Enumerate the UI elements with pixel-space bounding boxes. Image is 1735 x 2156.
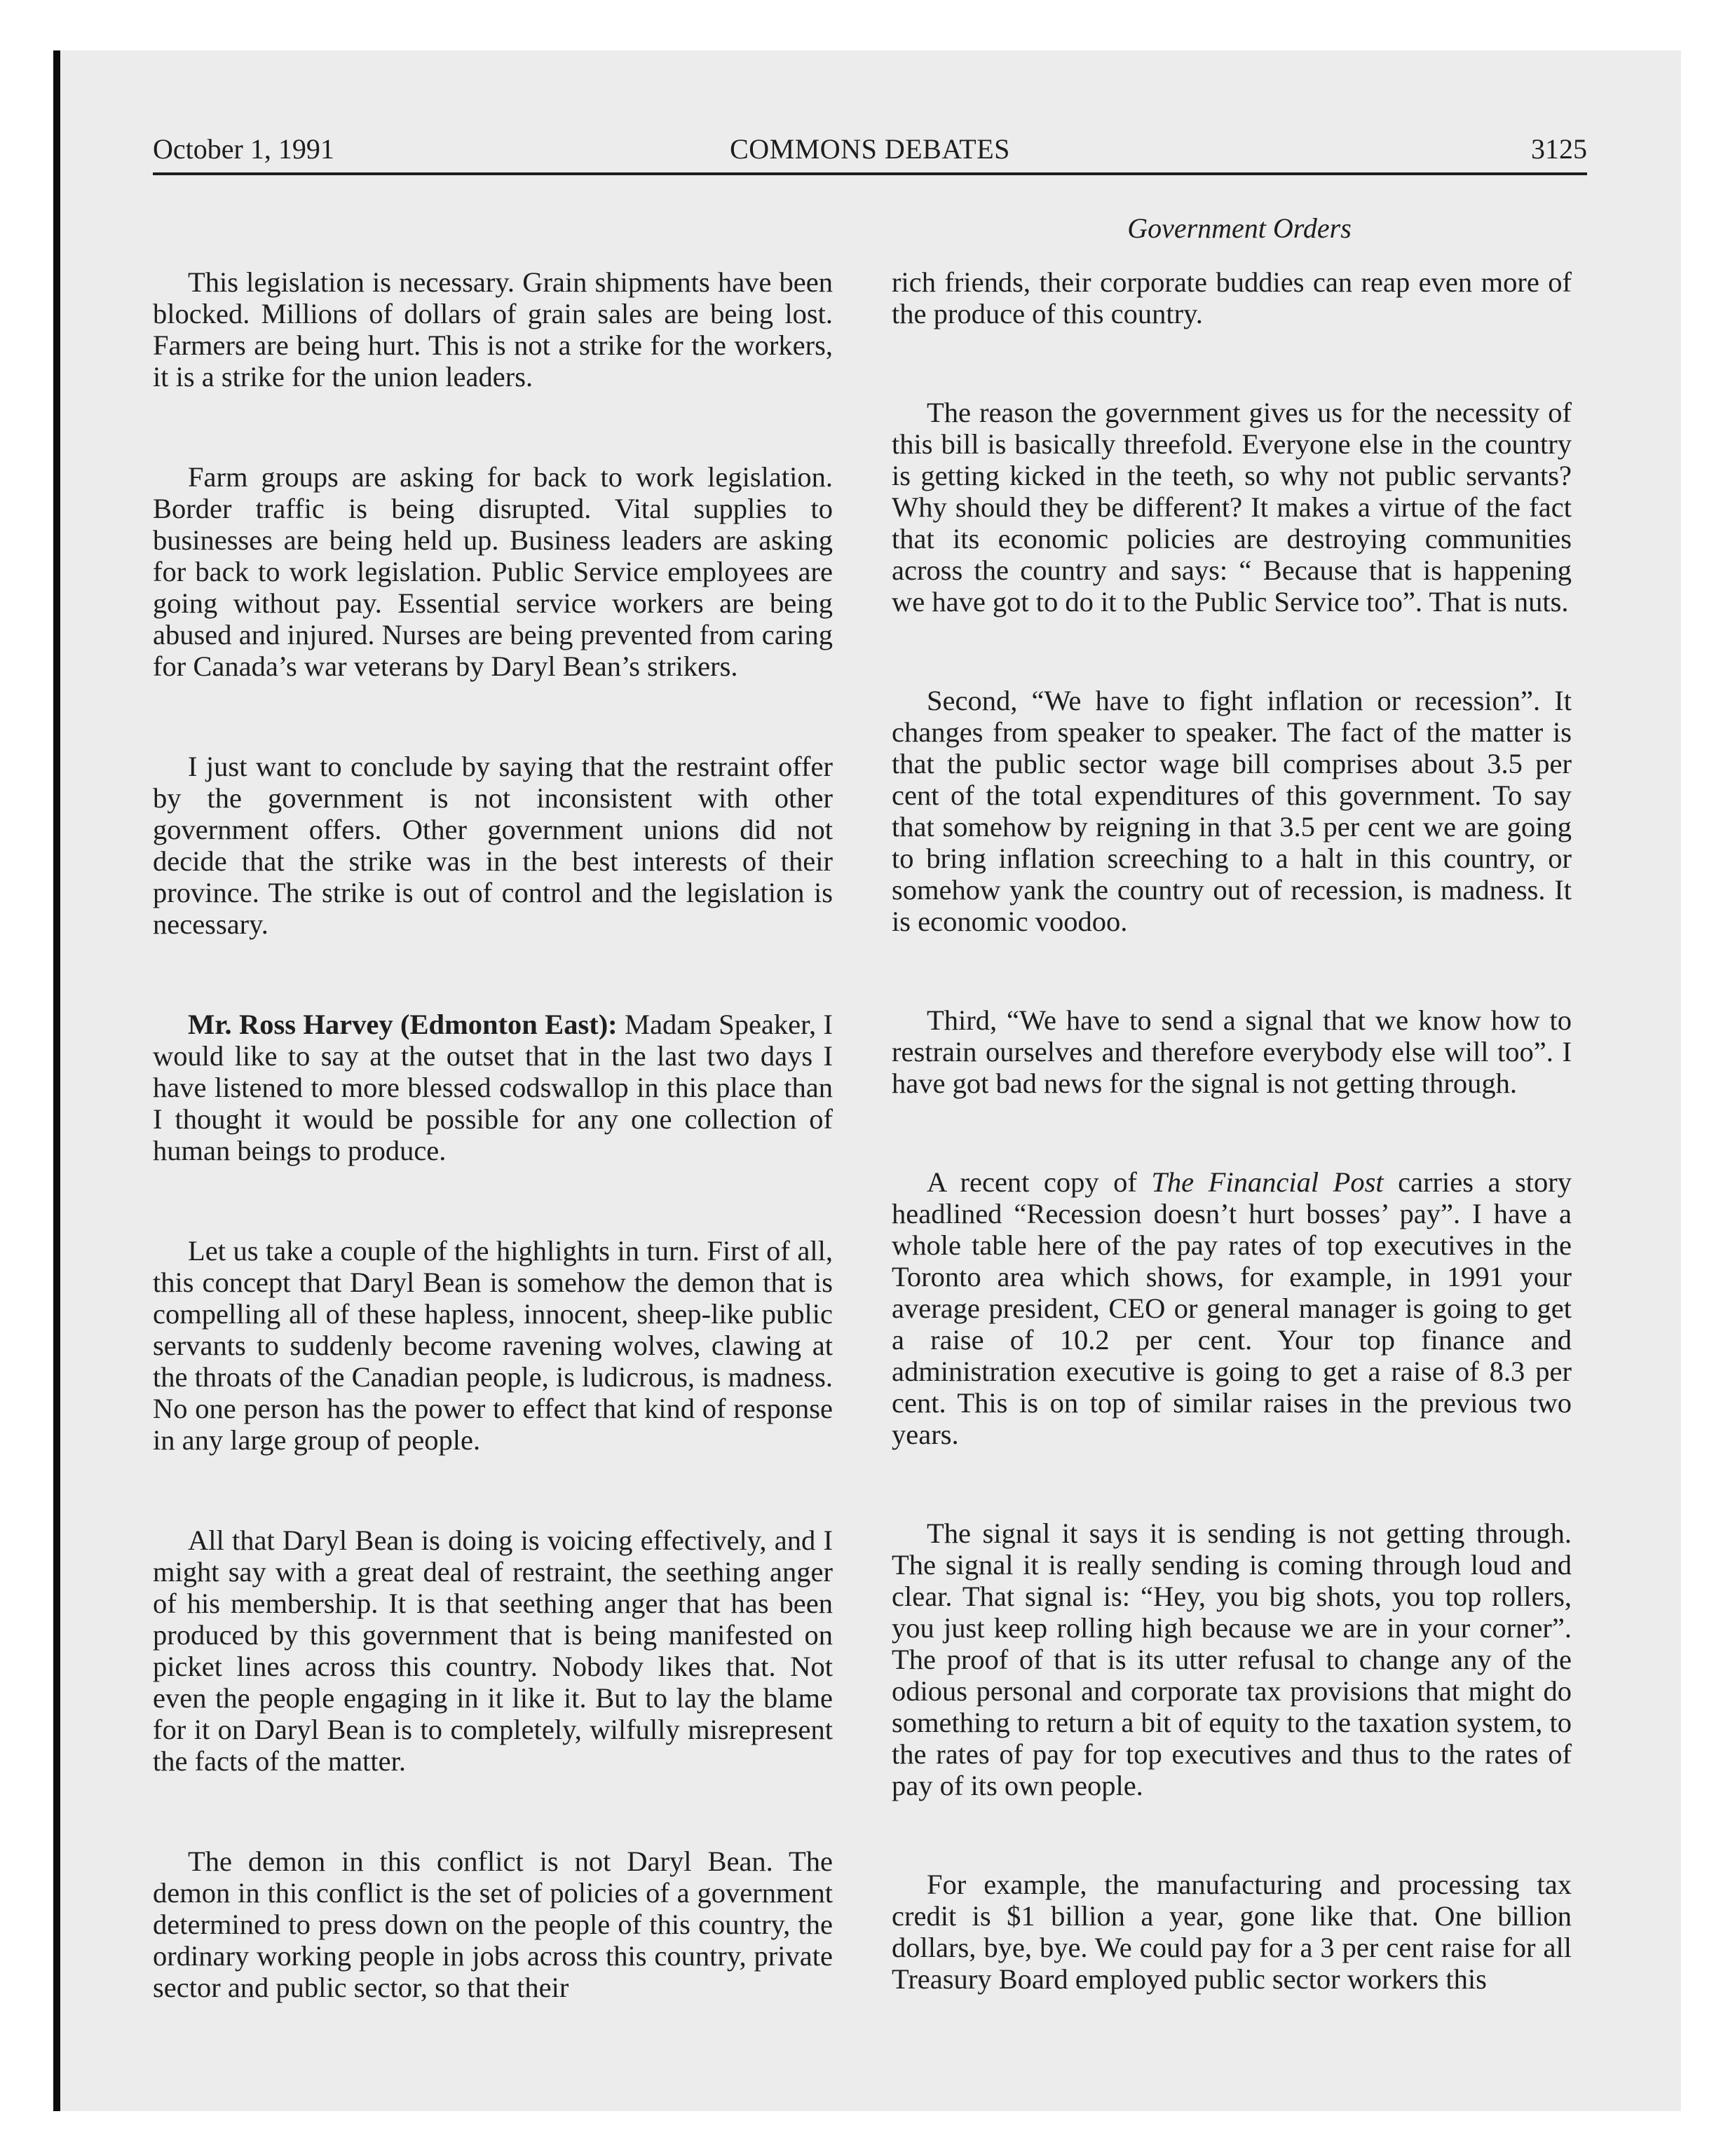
paragraph: The demon in this conflict is not Daryl Bean. The demon in this conflict is the set of policies of a government determined to press down on the people of this country, the ordinary working people in jobs across this country, private sector and public sector, so that their (153, 1845, 833, 2003)
paragraph: The signal it says it is sending is not getting through. The signal it is really sending is coming through loud and clear. That signal is: “Hey, you big shots, you top rollers, you just keep rolling high because we are in your corner”. The proof of that is its utter refusal to change any of the odious personal and corporate tax provisions that might do something to return a bit of equity to the taxation system, to the rates of pay for top executives and thus to the rates of pay of its own people. (892, 1517, 1572, 1801)
paragraph: Second, “We have to fight inflation or recession”. It changes from speaker to speaker. The fact of the matter is that the public sector wage bill comprises about 3.5 per cent of the total expenditures of this government. To say that somehow by reigning in that 3.5 per cent we are going to bring inflation screeching to a halt in this country, or somehow yank the country out of recession, is madness. It is economic voodoo. (892, 685, 1572, 937)
binding-edge (53, 50, 60, 2111)
right-column (892, 266, 1572, 1995)
paragraph-text: A recent copy of (927, 1166, 1152, 1198)
speech-text: Madam Speaker, I would like to say at the outset that in the last two days I have listened to more blessed codswallop in this place than I thought it would be possible for any one collection of human beings to produce. (153, 1009, 833, 1166)
header-date: October 1, 1991 (153, 133, 334, 165)
header-title: COMMONS DEBATES (730, 133, 1010, 165)
section-heading: Government Orders (1127, 212, 1352, 244)
paragraph: This legislation is necessary. Grain shipments have been blocked. Millions of dollars of grain sales are being lost. Farmers are being hurt. This is not a strike for the workers, it is a strike for the union leaders. (153, 266, 833, 393)
header-rule (153, 172, 1587, 175)
paragraph: I just want to conclude by saying that the restraint offer by the government is not inconsistent with other government offers. Other government unions did not decide that the strike was in the best interests of their province. The strike is out of control and the legislation is necessary. (153, 751, 833, 940)
paragraph-text: carries a story headlined “Recession doesn’t hurt bosses’ pay”. I have a whole table here of the pay rates of top executives in the Toronto area which shows, for example, in 1991 your average president, CEO or general manager is going to get a raise of 10.2 per cent. Your top finance and administration executive is going to get a raise of 8.3 per cent. This is on top of similar raises in the previous two years. (892, 1166, 1572, 1450)
paragraph: Farm groups are asking for back to work legislation. Border traffic is being disrupted. Vital supplies to businesses are being held up. Business leaders are asking for back to work legislation. Public Service employees are going without pay. Essential service workers are being abused and injured. Nurses are being prevented from caring for Canada’s war veterans by Daryl Bean’s strikers. (153, 461, 833, 682)
left-column (153, 266, 833, 2003)
speaker-name: Mr. Ross Harvey (Edmonton East): (188, 1009, 618, 1040)
paragraph: For example, the manufacturing and processing tax credit is $1 billion a year, gone like that. One billion dollars, bye, bye. We could pay for a 3 per cent raise for all Treasury Board employed public sector workers this (892, 1869, 1572, 1995)
paragraph (892, 1166, 1572, 1450)
running-header (153, 128, 1587, 171)
publication-title: The Financial Post (1151, 1166, 1384, 1198)
paragraph: The reason the government gives us for the necessity of this bill is basically threefold. Everyone else in the country is getting kicked in the teeth, so why not public servants? Why should they be different? It makes a virtue of the fact that its economic policies are destroying communities across the country and says: “ Because that is happening we have got to do it to the Public Service too”. That is nuts. (892, 397, 1572, 618)
paragraph: All that Daryl Bean is doing is voicing effectively, and I might say with a great deal of restraint, the seething anger of his membership. It is that seething anger that has been produced by this government that is being manifested on picket lines across this country. Nobody likes that. Not even the people engaging in it like it. But to lay the blame for it on Daryl Bean is to completely, wilfully misrepresent the facts of the matter. (153, 1524, 833, 1777)
paragraph-continuation: rich friends, their corporate buddies can reap even more of the produce of this country. (892, 266, 1572, 329)
page-number: 3125 (1531, 133, 1587, 165)
speech-paragraph (153, 1009, 833, 1166)
paragraph: Third, “We have to send a signal that we know how to restrain ourselves and therefore everybody else will too”. I have got bad news for the signal is not getting through. (892, 1004, 1572, 1099)
paragraph: Let us take a couple of the highlights in turn. First of all, this concept that Daryl Bean is somehow the demon that is compelling all of these hapless, innocent, sheep-like public servants to suddenly become ravening wolves, clawing at the throats of the Canadian people, is ludicrous, is madness. No one person has the power to effect that kind of response in any large group of people. (153, 1235, 833, 1456)
